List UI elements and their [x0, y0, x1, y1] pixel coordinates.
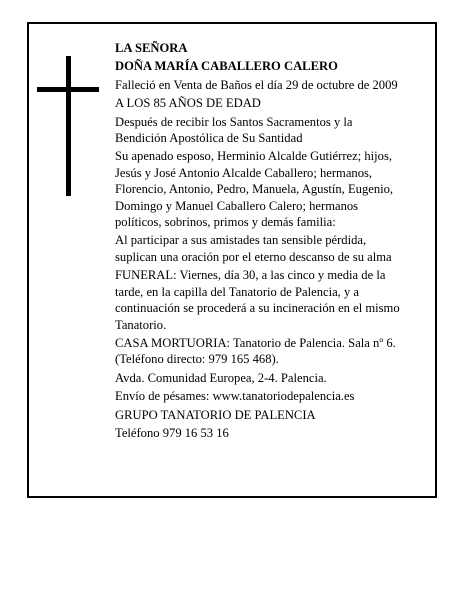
obituary-text: [115, 40, 400, 443]
deceased-name: DOÑA MARÍA CABALLERO CALERO: [115, 59, 338, 74]
cross-icon-bar: [37, 87, 99, 92]
condolences: Envío de pésames: www.tanatoriodepalencia.es: [115, 389, 355, 404]
family: Su apenado esposo, Herminio Alcalde Gutiérrez; hijos, Jesús y José Antonio Alcalde Caballero; hermanos, Florencio, Antonio, Pedro, Manuela, Agustín, Eugenio, Domingo y Manuel Caballero Calero; hermanos políticos, sobrinos, primos y demás familia:: [115, 149, 394, 230]
address: Avda. Comunidad Europea, 2-4. Palencia.: [115, 370, 327, 385]
request: Al participar a sus amistades tan sensible pérdida, suplican una oración por el eterno descanso de su alma: [115, 233, 392, 264]
sacraments: Después de recibir los Santos Sacramentos y la Bendición Apostólica de Su Santidad: [115, 114, 353, 146]
age-line: A LOS 85 AÑOS DE EDAD: [115, 96, 261, 111]
group-name: GRUPO TANATORIO DE PALENCIA: [115, 407, 316, 422]
funeral: FUNERAL: Viernes, día 30, a las cinco y media de la tarde, en la capilla del Tanatorio de Palencia, y a continuación se procederá a su incineración en el mismo Tanatorio.: [115, 268, 400, 332]
heading: LA SEÑORA: [115, 41, 188, 55]
phone: Teléfono 979 16 53 16: [115, 425, 229, 440]
cross-icon: [66, 56, 71, 196]
casa-mortuoria: CASA MORTUORIA: Tanatorio de Palencia. Sala nº 6. (Teléfono directo: 979 165 468).: [115, 335, 396, 367]
death-line: Falleció en Venta de Baños el día 29 de octubre de 2009: [115, 77, 398, 92]
